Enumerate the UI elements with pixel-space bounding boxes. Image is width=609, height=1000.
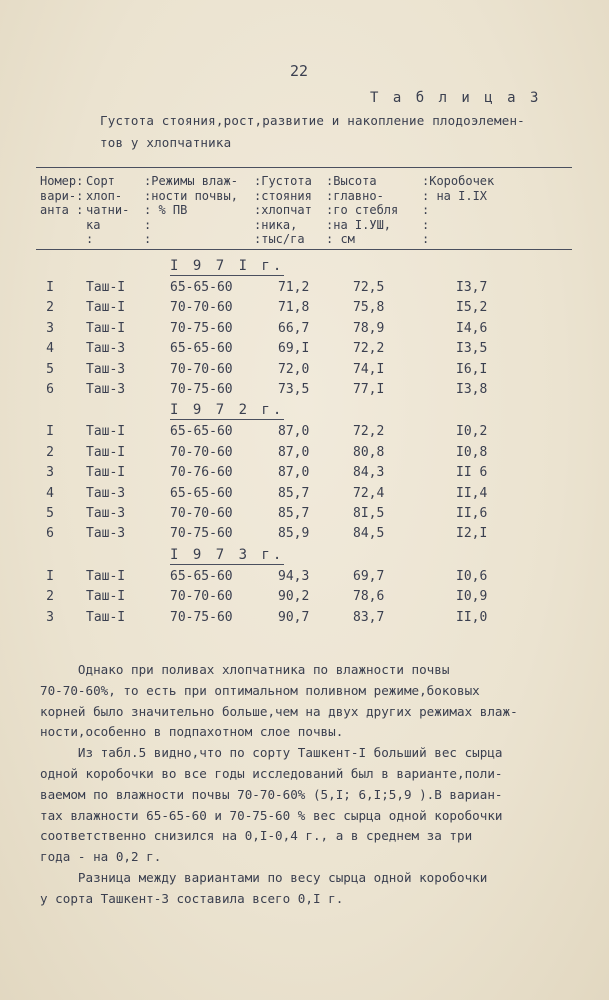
cell-variant-number: 3: [46, 465, 54, 481]
table-row: [0, 465, 609, 485]
table-title-line: Густота стояния,рост,развитие и накопление плодоэлемен-: [100, 113, 525, 128]
cell-boll-count: I3,7: [456, 280, 488, 295]
year-heading: I 9 7 3 г.: [170, 546, 285, 563]
body-text-line: Из табл.5 видно,что по сорту Ташкент-I больший вес сырца: [40, 745, 503, 760]
table-row: [0, 589, 609, 609]
cell-moisture-mode: 70-75-60: [170, 320, 233, 336]
cell-variety: Таш-I: [86, 300, 126, 316]
cell-variant-number: I: [46, 280, 54, 295]
cell-stem-height: 77,I: [353, 382, 385, 397]
cell-boll-count: I0,9: [456, 589, 488, 605]
cell-variant-number: 3: [46, 320, 54, 336]
cell-variant-number: 2: [46, 444, 54, 460]
cell-stem-height: 83,7: [353, 609, 385, 625]
cell-moisture-mode: 70-75-60: [170, 382, 233, 397]
cell-stem-height: 84,5: [353, 526, 385, 542]
cell-density: 73,5: [278, 382, 310, 397]
cell-variant-number: 4: [46, 485, 54, 501]
cell-moisture-mode: 70-70-60: [170, 589, 233, 605]
cell-boll-count: II,4: [456, 485, 488, 501]
cell-density: 85,9: [278, 526, 310, 542]
cell-stem-height: 74,I: [353, 361, 385, 377]
cell-variety: Таш-I: [86, 280, 126, 295]
cell-density: 90,2: [278, 589, 310, 605]
cell-boll-count: I4,6: [456, 320, 488, 336]
cell-moisture-mode: 70-70-60: [170, 361, 233, 377]
cell-variety: Таш-I: [86, 568, 126, 584]
cell-density: 69,I: [278, 341, 310, 357]
cell-density: 90,7: [278, 609, 310, 625]
cell-variant-number: 5: [46, 506, 54, 521]
cell-variant-number: 6: [46, 382, 54, 397]
table-row: [0, 486, 609, 506]
cell-density: 94,3: [278, 568, 310, 584]
cell-variant-number: 4: [46, 341, 54, 357]
cell-moisture-mode: 65-65-60: [170, 341, 233, 357]
cell-density: 87,0: [278, 444, 310, 460]
cell-stem-height: 78,6: [353, 589, 385, 605]
cell-boll-count: I0,8: [456, 444, 488, 460]
table-row: [0, 424, 609, 444]
cell-stem-height: 84,3: [353, 465, 385, 481]
cell-variety: Таш-3: [86, 382, 126, 397]
cell-variety: Таш-I: [86, 424, 126, 440]
table-row: [0, 445, 609, 465]
table-row: [0, 569, 609, 589]
cell-stem-height: 75,8: [353, 300, 385, 316]
cell-stem-height: 72,2: [353, 424, 385, 440]
cell-boll-count: I0,2: [456, 424, 488, 440]
cell-variety: Таш-I: [86, 465, 126, 481]
cell-boll-count: II 6: [456, 465, 488, 481]
cell-density: 85,7: [278, 485, 310, 501]
year-heading: I 9 7 2 г.: [170, 402, 285, 419]
cell-variety: Таш-3: [86, 506, 126, 521]
cell-moisture-mode: 65-65-60: [170, 424, 233, 440]
table-row: [0, 300, 609, 320]
column-header-height: :Высота :главно- :го стебля :на I.УШ, : см: [326, 174, 399, 247]
cell-moisture-mode: 65-65-60: [170, 485, 233, 501]
cell-moisture-mode: 70-70-60: [170, 444, 233, 460]
cell-variety: Таш-I: [86, 589, 126, 605]
cell-density: 71,8: [278, 300, 310, 316]
cell-moisture-mode: 70-70-60: [170, 506, 233, 521]
cell-variety: Таш-I: [86, 444, 126, 460]
table-title: [100, 110, 570, 154]
cell-moisture-mode: 70-75-60: [170, 526, 233, 542]
table-row: [0, 362, 609, 382]
cell-density: 85,7: [278, 506, 310, 521]
cell-variety: Таш-I: [86, 609, 126, 625]
cell-variant-number: 5: [46, 361, 54, 377]
cell-stem-height: 72,5: [353, 280, 385, 295]
cell-variety: Таш-3: [86, 361, 126, 377]
cell-variant-number: 3: [46, 609, 54, 625]
cell-moisture-mode: 70-70-60: [170, 300, 233, 316]
column-header-number: Номер: вари-: анта :: [40, 174, 84, 218]
column-header-moisture: :Режимы влаж- :ности почвы, : % ПВ : :: [144, 174, 238, 247]
body-text-line: тах влажности 65-65-60 и 70-75-60 % вес сырца одной коробочки: [40, 808, 503, 823]
column-header-bolls: :Коробочек : на I.IX : : :: [422, 174, 495, 247]
body-text-line: 70-70-60%, то есть при оптимальном поливном режиме,боковых: [40, 683, 480, 698]
table-row: [0, 382, 609, 402]
body-text-line: Однако при поливах хлопчатника по влажности почвы: [40, 662, 450, 677]
table-header-rule: [36, 249, 572, 250]
cell-variant-number: 6: [46, 526, 54, 542]
cell-moisture-mode: 70-76-60: [170, 465, 233, 481]
cell-boll-count: I3,8: [456, 382, 488, 397]
cell-density: 87,0: [278, 424, 310, 440]
cell-boll-count: I5,2: [456, 300, 488, 316]
cell-moisture-mode: 65-65-60: [170, 568, 233, 584]
body-text-line: одной коробочки во все годы исследований был в варианте,поли-: [40, 766, 503, 781]
table-row: [0, 321, 609, 341]
page-number: 22: [290, 62, 309, 80]
body-text-line: соответственно снизился на 0,I-0,4 г., а в среднем за три: [40, 828, 473, 843]
cell-stem-height: 78,9: [353, 320, 385, 336]
cell-density: 71,2: [278, 280, 310, 295]
cell-stem-height: 72,4: [353, 485, 385, 501]
table-title-line: тов у хлопчатника: [100, 135, 232, 150]
cell-stem-height: 69,7: [353, 568, 385, 584]
table-row: [0, 341, 609, 361]
cell-stem-height: 80,8: [353, 444, 385, 460]
body-text-line: ности,особенно в подпахотном слое почвы.: [40, 724, 344, 739]
body-text-line: у сорта Ташкент-3 составила всего 0,I г.: [40, 891, 344, 906]
cell-boll-count: II,0: [456, 609, 488, 625]
cell-variant-number: 2: [46, 300, 54, 316]
table-top-rule: [36, 167, 572, 168]
cell-variant-number: I: [46, 424, 54, 440]
body-text-line: корней было значительно больше,чем на двух других режимах влаж-: [40, 704, 518, 719]
cell-variety: Таш-3: [86, 485, 126, 501]
table-row: [0, 610, 609, 630]
column-header-variety: Сорт хлоп- чатни- ка :: [86, 174, 130, 247]
cell-stem-height: 8I,5: [353, 506, 385, 521]
cell-density: 66,7: [278, 320, 310, 336]
body-text-line: ваемом по влажности почвы 70-70-60% (5,I; 6,I;5,9 ).В вариан-: [40, 787, 503, 802]
body-text-line: года - на 0,2 г.: [40, 849, 162, 864]
column-header-density: :Густота :стояния :хлопчат :ника, :тыс/га: [254, 174, 312, 247]
cell-boll-count: II,6: [456, 506, 488, 521]
cell-variety: Таш-3: [86, 341, 126, 357]
table-row: [0, 506, 609, 526]
cell-moisture-mode: 70-75-60: [170, 609, 233, 625]
cell-boll-count: I3,5: [456, 341, 488, 357]
cell-moisture-mode: 65-65-60: [170, 280, 233, 295]
cell-stem-height: 72,2: [353, 341, 385, 357]
cell-variant-number: 2: [46, 589, 54, 605]
table-row: [0, 280, 609, 300]
cell-density: 72,0: [278, 361, 310, 377]
cell-boll-count: I6,I: [456, 361, 488, 377]
cell-boll-count: I2,I: [456, 526, 488, 542]
table-row: [0, 526, 609, 546]
cell-variety: Таш-3: [86, 526, 126, 542]
body-text-line: Разница между вариантами по весу сырца одной коробочки: [40, 870, 488, 885]
cell-density: 87,0: [278, 465, 310, 481]
cell-variety: Таш-I: [86, 320, 126, 336]
cell-boll-count: I0,6: [456, 568, 488, 584]
cell-variant-number: I: [46, 568, 54, 584]
table-label: Т а б л и ц а 3: [370, 90, 542, 106]
year-heading: I 9 7 I г.: [170, 258, 285, 274]
